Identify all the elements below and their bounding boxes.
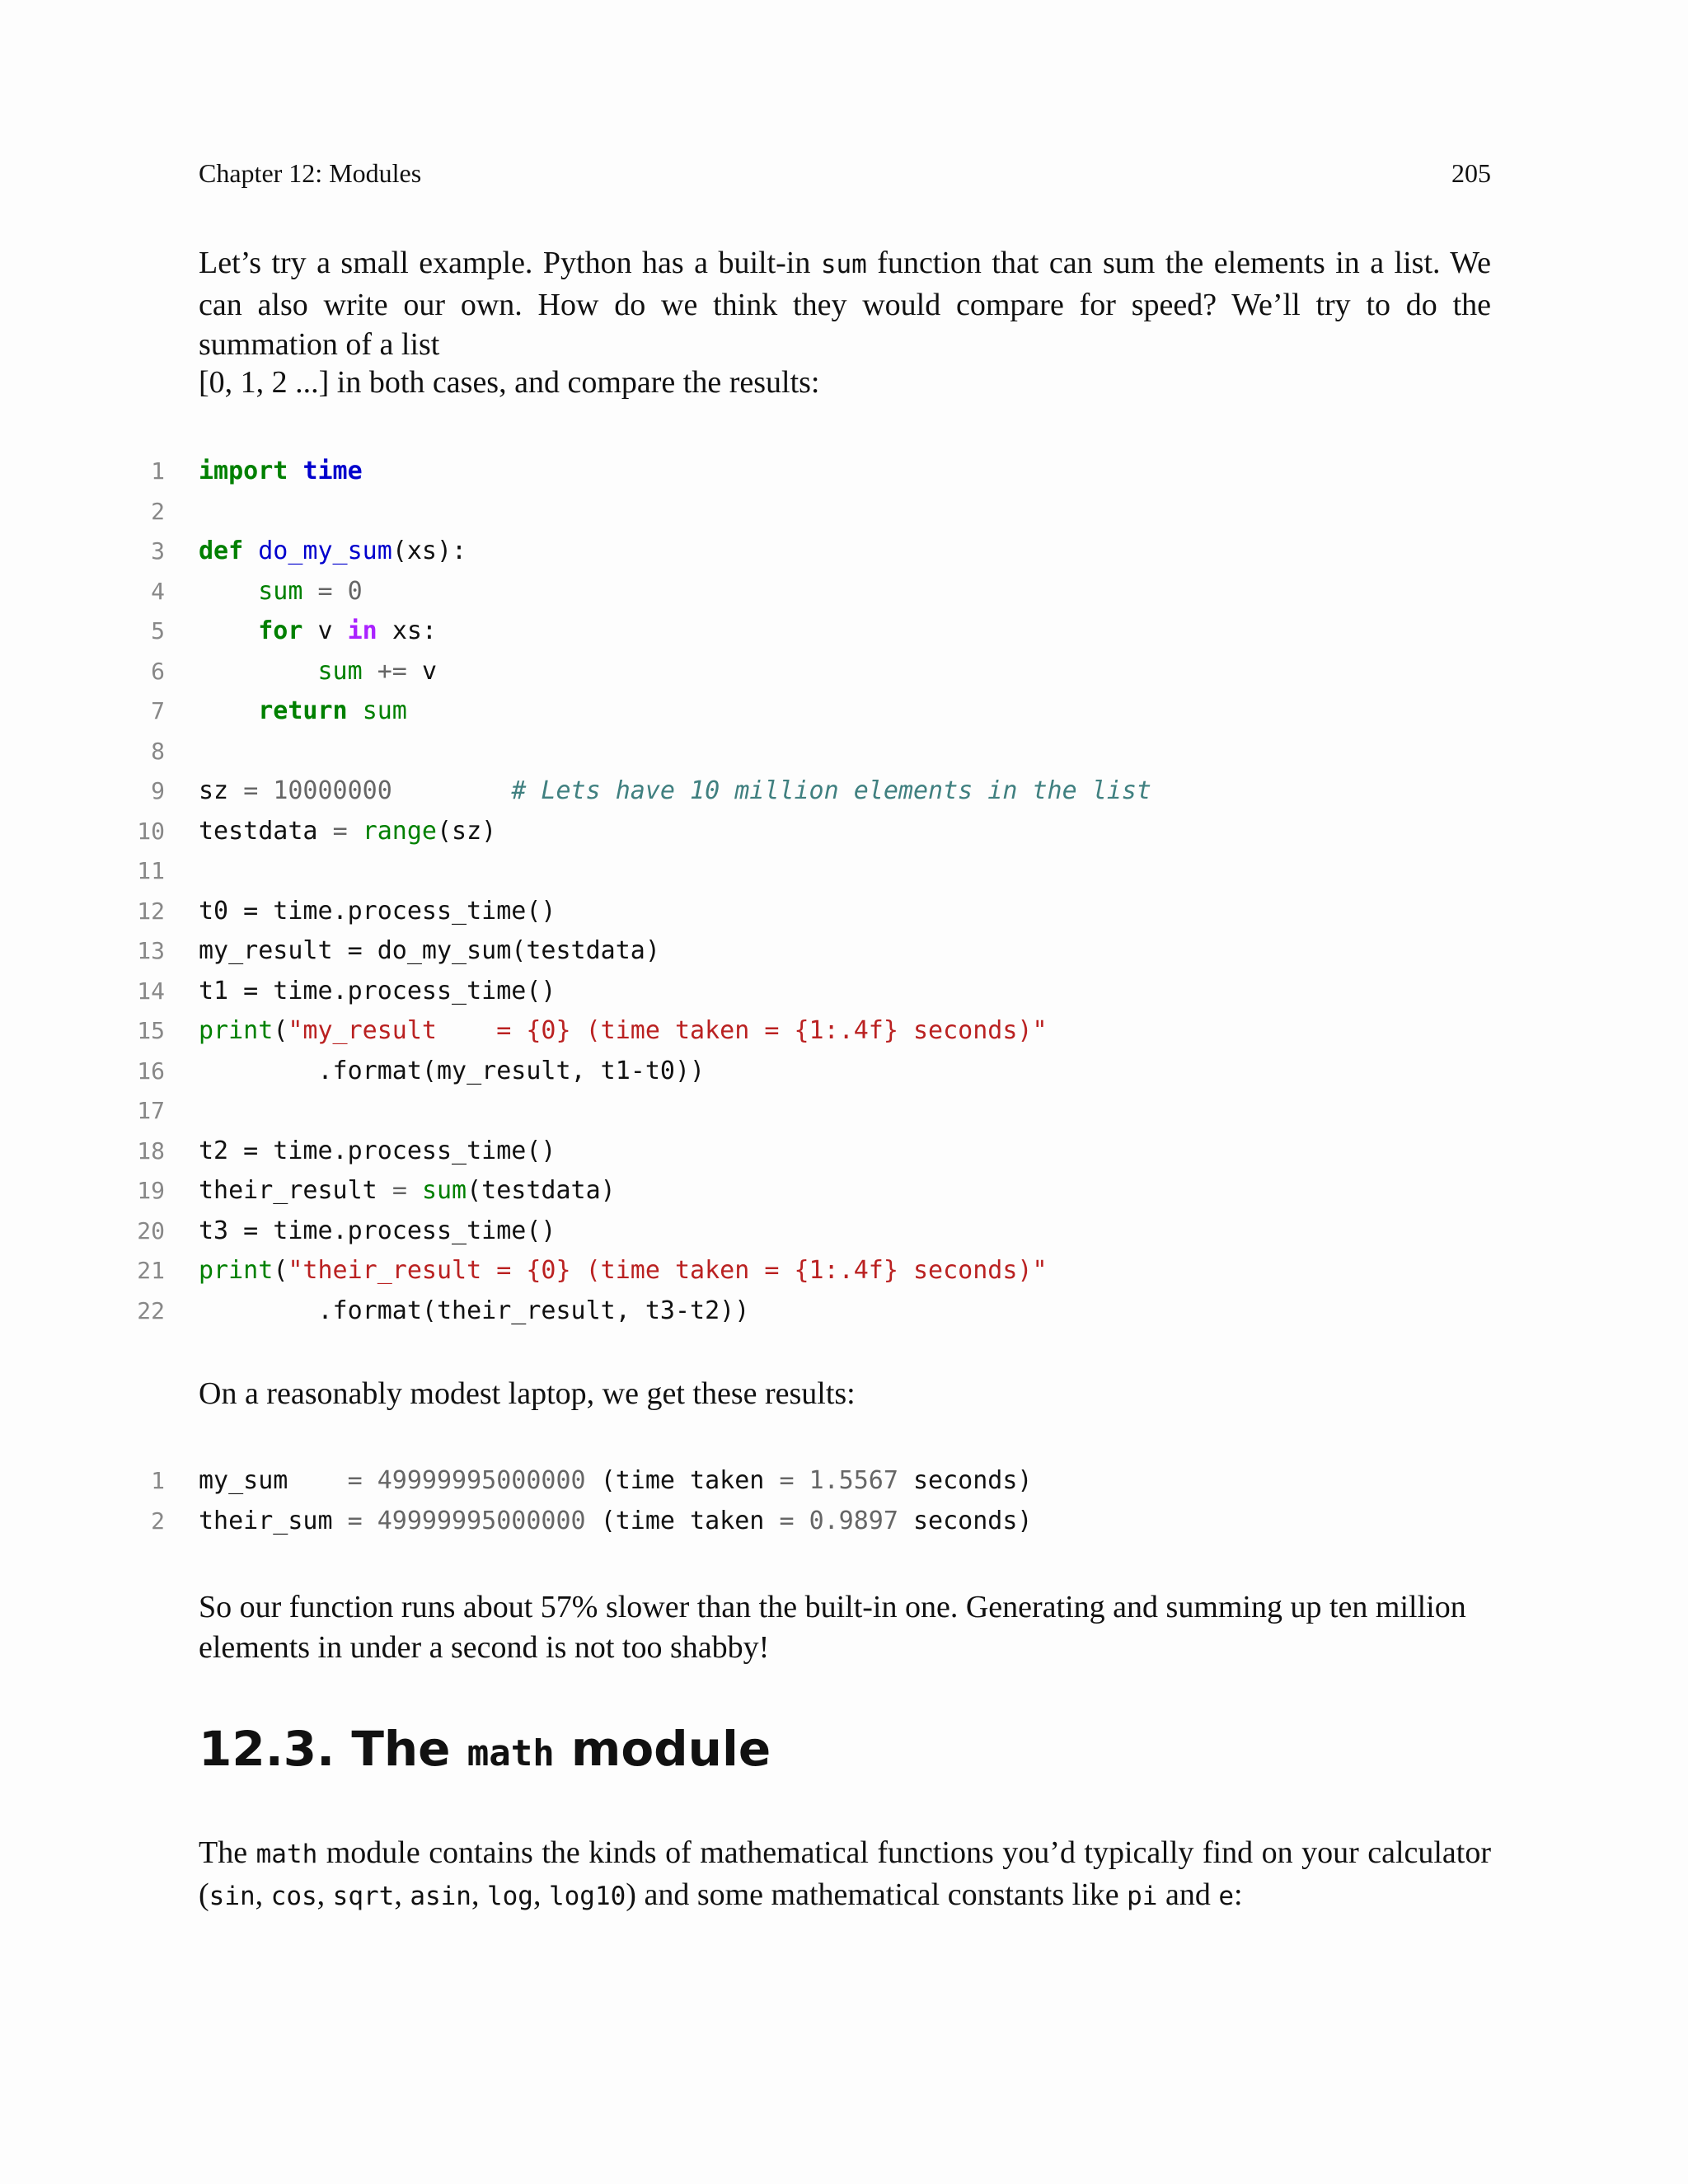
inline-code-sqrt: sqrt [332, 1881, 395, 1911]
code-line: 18 t2 = time.process_time() [137, 1136, 556, 1165]
intro-paragraph-line2: [0, 1, 2 ...] in both cases, and compare the results: [199, 365, 820, 400]
code-line: 13 my_result = do_my_sum(testdata) [137, 936, 660, 965]
inline-code-e: e [1218, 1881, 1234, 1911]
code-line: 15 print("my_result = {0} (time taken = {1:.4f} seconds)" [137, 1016, 1048, 1045]
section-heading-text: 12.3. The [199, 1721, 467, 1777]
inline-code-math: math [256, 1840, 318, 1869]
code-line: 6 sum += v [151, 656, 437, 686]
inline-code-cos: cos [270, 1881, 317, 1911]
conclusion-paragraph: So our function runs about 57% slower than the built-in one. Generating and summing up ten million elements in under a second is not too shabby! [199, 1590, 1466, 1665]
code-line: 9 sz = 10000000 # Lets have 10 million elements in the list [151, 776, 1151, 805]
code-line: 21 print("their_result = {0} (time taken = {1:.4f} seconds)" [137, 1256, 1048, 1285]
code-line: 22 .format(their_result, t3-t2)) [137, 1296, 750, 1325]
running-header [199, 153, 1491, 193]
code-line: 1 my_sum = 49999995000000 (time taken = 1.5567 seconds) [151, 1466, 1033, 1495]
code-listing-output [0, 1461, 1203, 1541]
code-line: 12 t0 = time.process_time() [137, 896, 556, 926]
code-line: 19 their_result = sum(testdata) [137, 1176, 616, 1205]
page-number: 205 [1451, 158, 1491, 188]
code-line: 2 their_sum = 49999995000000 (time taken = 0.9897 seconds) [151, 1506, 1033, 1535]
code-line: 4 sum = 0 [151, 576, 363, 606]
section-heading-suffix: module [554, 1721, 771, 1777]
intro-text-1: Let’s try a small example. Python has a built-in [199, 246, 821, 280]
inline-code-log: log [486, 1881, 533, 1911]
section-heading-code: math [467, 1732, 555, 1774]
math-module-paragraph: The math module contains the kinds of mathematical functions you’d typically find on your calculator (sin, cos, sqrt, asin, log, log10) and some mathematical constants like pi and e: [199, 1835, 1492, 1912]
code-line: 5 for v in xs: [151, 616, 437, 645]
chapter-title: Chapter 12: Modules [199, 158, 422, 188]
code-line: 7 return sum [151, 696, 407, 725]
code-line: 17 [137, 1097, 165, 1124]
code-line: 20 t3 = time.process_time() [137, 1216, 556, 1245]
code-line: 14 t1 = time.process_time() [137, 976, 556, 1005]
code-line: 10 testdata = range(sz) [137, 816, 497, 846]
code-listing-benchmark [0, 452, 1203, 1331]
code-line: 2 [151, 497, 165, 525]
code-line: 3 def do_my_sum(xs): [151, 537, 467, 565]
code-line: 8 [151, 737, 165, 765]
intro-text-2: function that can sum the elements in a list. We can also write our own. How do we think they would compare for speed? We’ll try to do the summation of a list [199, 246, 1491, 362]
code-line: 1 import time [151, 457, 363, 485]
code-line: 16 .format(my_result, t1-t0)) [137, 1056, 706, 1085]
section-heading [199, 1716, 771, 1787]
inline-code-sin: sin [209, 1881, 256, 1911]
results-intro: On a reasonably modest laptop, we get these results: [199, 1376, 856, 1411]
inline-code-sum: sum [820, 250, 867, 279]
inline-code-pi: pi [1127, 1881, 1158, 1911]
inline-code-log10: log10 [548, 1881, 626, 1911]
intro-paragraph [199, 243, 1491, 365]
inline-code-asin: asin [410, 1881, 471, 1911]
code-line: 11 [137, 857, 165, 884]
